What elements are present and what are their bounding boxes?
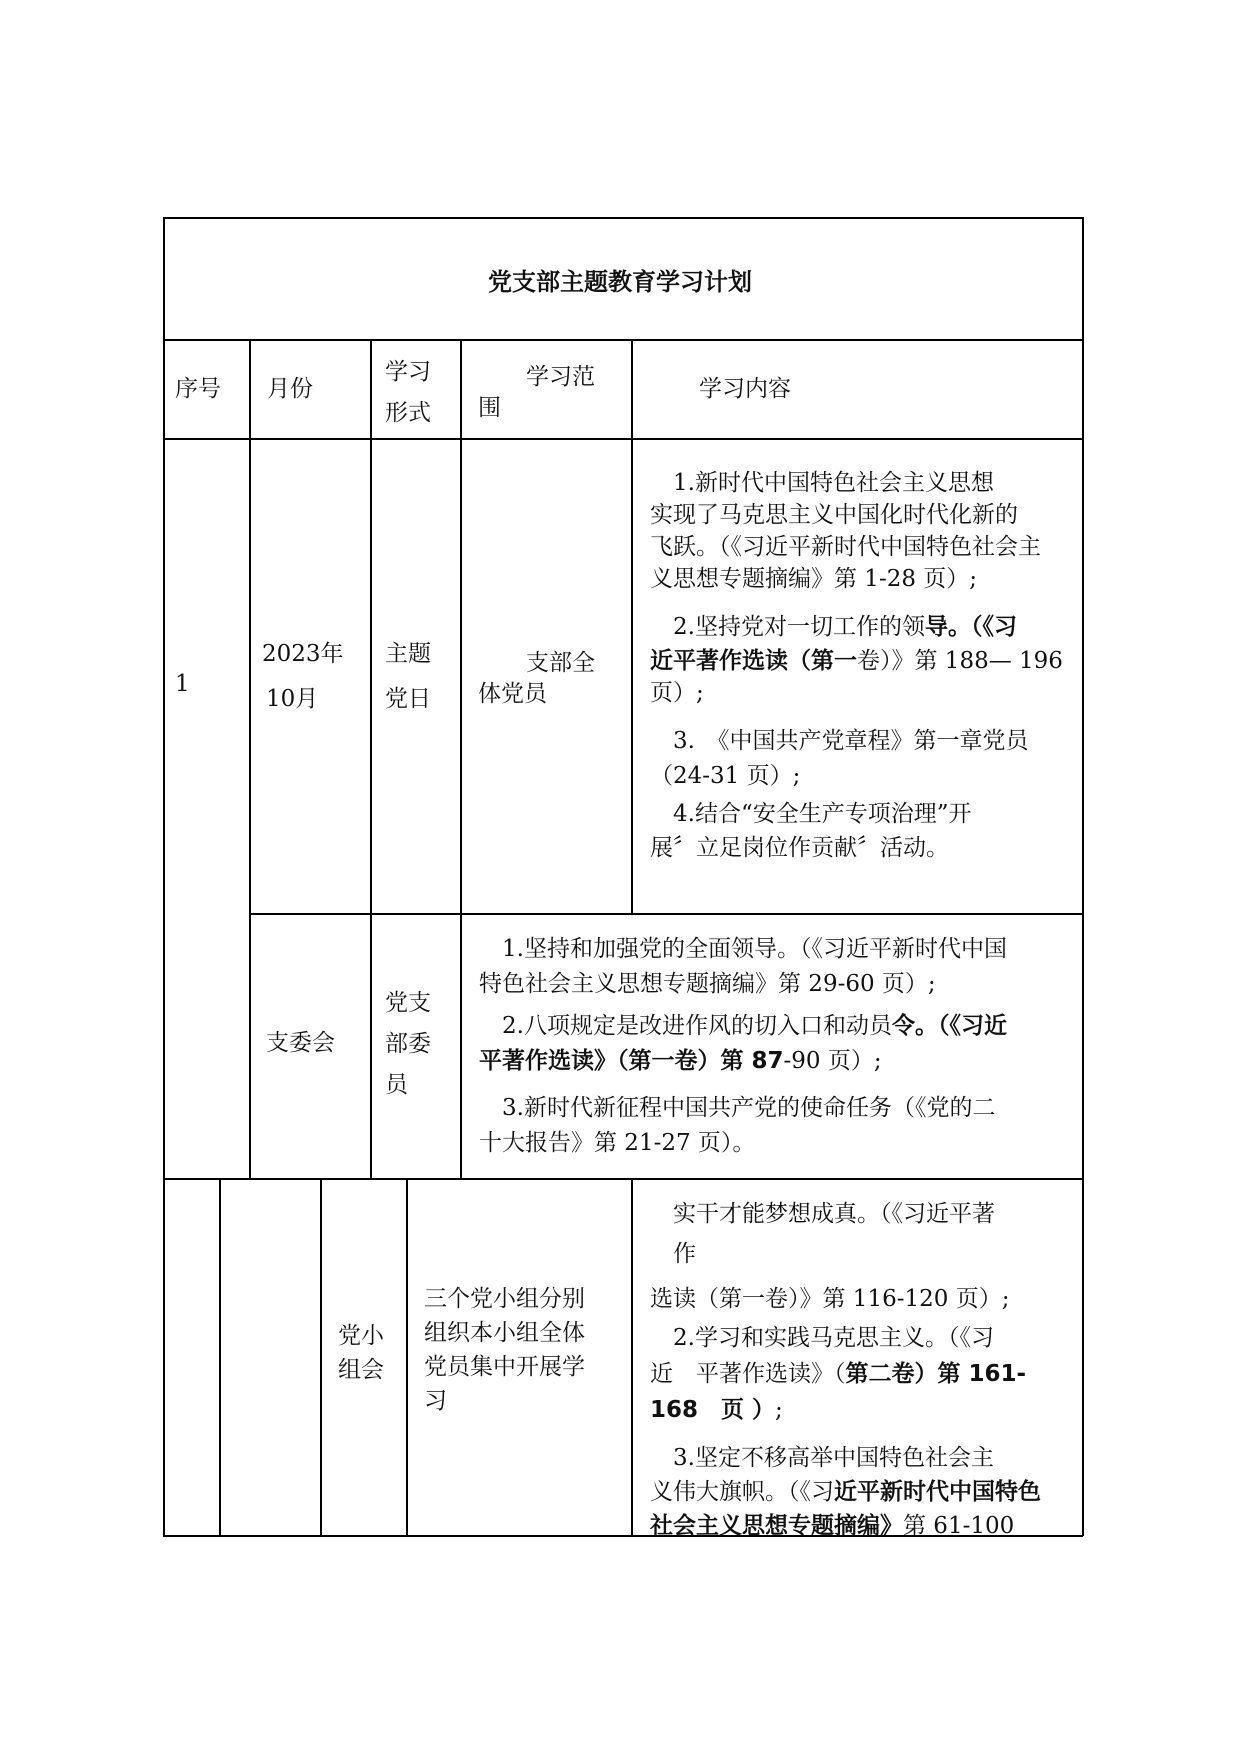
content-line <box>650 1440 994 1477</box>
row3-name-line1: 党小 <box>338 1323 384 1349</box>
content-line <box>650 1356 1026 1393</box>
content-line <box>650 723 1028 760</box>
row1-form-line2: 党日 <box>385 686 431 712</box>
content-line <box>650 1196 995 1233</box>
header-form-line2: 形式 <box>385 400 431 426</box>
col-line-r3-c <box>406 1178 408 1536</box>
content-line <box>650 1392 783 1429</box>
content-span: 页）; <box>650 680 704 706</box>
content-span: 第 61-100 <box>903 1513 1015 1539</box>
content-span: 卷）》第 188— 196 <box>857 648 1063 674</box>
table-border-row2-bottom <box>163 1178 1083 1180</box>
content-bold-span: 导。（《习 <box>924 614 1017 640</box>
row3-scope-line2: 组织本小组全体 <box>424 1320 585 1346</box>
table-border-top <box>163 217 1083 219</box>
table-border-header-bottom <box>163 438 1083 440</box>
content-span: 2.八项规定是改进作风的切入口和动员 <box>479 1013 892 1039</box>
col-line-r3-b <box>320 1178 322 1536</box>
content-span: 选读（第一卷）》第 116-120 页）; <box>650 1286 1010 1312</box>
row3-scope-line1: 三个党小组分别 <box>424 1286 585 1312</box>
col-line-seq <box>249 339 251 1179</box>
row1-form-line1: 主题 <box>385 641 431 667</box>
content-line <box>650 1281 1009 1318</box>
content-line <box>650 796 971 833</box>
content-line <box>650 643 1063 680</box>
col-line-scope <box>631 339 633 914</box>
content-span: 特色社会主义思想专题摘编》第 29-60 页）; <box>479 971 936 997</box>
content-line <box>479 1008 1007 1045</box>
content-span: 1.新时代中国特色社会主义思想 <box>650 470 994 496</box>
content-span: （24-31 页）; <box>650 763 801 789</box>
row1-month-line1: 2023年 <box>262 641 344 667</box>
content-span: 1.坚持和加强党的全面领导。（《习近平新时代中国 <box>479 936 1007 962</box>
table-border-left <box>163 217 165 1536</box>
content-bold-span: 近平新时代中国特色 <box>834 1479 1041 1505</box>
header-form-line1: 学习 <box>385 359 431 385</box>
header-month: 月份 <box>267 376 313 402</box>
table-border-right <box>1082 217 1084 1536</box>
content-line <box>650 1474 1041 1511</box>
content-bold-span: 168 页 ） <box>650 1397 776 1423</box>
content-bold-span: 社会主义思想专题摘编》 <box>650 1513 903 1539</box>
content-span: 义思想专题摘编》第 1-28 页）; <box>650 566 978 592</box>
table-border-row1-bottom <box>249 913 1083 915</box>
col-line-r3-a <box>219 1178 221 1536</box>
row3-scope-line4: 习 <box>424 1388 447 1414</box>
row2-scope-line3: 员 <box>385 1072 408 1098</box>
content-span: 3.新时代新征程中国共产党的使命任务（《党的二 <box>479 1095 996 1121</box>
content-span: ; <box>775 1397 783 1423</box>
content-line <box>650 561 977 598</box>
content-bold-span: 令。（《习近 <box>891 1013 1007 1039</box>
row2-scope-line2: 部委 <box>385 1031 431 1057</box>
row2-scope-line1: 党支 <box>385 990 431 1016</box>
row2-name: 支委会 <box>266 1030 335 1056</box>
content-span: 作 <box>650 1241 696 1267</box>
content-span: 3.坚定不移高举中国特色社会主 <box>650 1445 994 1471</box>
content-span: 3. 《中国共产党章程》第一章党员 <box>650 728 1029 754</box>
row1-month-line2: 10月 <box>266 686 319 712</box>
content-line <box>479 1125 755 1162</box>
header-scope-line2: 围 <box>478 395 501 421</box>
row3-name-line2: 组会 <box>338 1357 384 1383</box>
row3-scope-line3: 党员集中开展学 <box>424 1354 585 1380</box>
content-span: 实现了马克思主义中国化时代化新的 <box>650 502 1018 528</box>
col-line-form <box>460 339 462 1179</box>
content-bold-span: 第二卷）第 161- <box>845 1361 1027 1387</box>
page-title: 党支部主题教育学习计划 <box>488 268 752 296</box>
header-seq: 序号 <box>175 376 221 402</box>
content-line <box>479 931 1007 968</box>
content-bold-span: 近平著作选读（第一 <box>650 648 857 674</box>
content-span: 十大报告》第 21-27 页）。 <box>479 1130 756 1156</box>
header-content: 学习内容 <box>699 376 791 402</box>
content-line <box>650 609 1017 646</box>
content-line <box>650 758 800 795</box>
content-line <box>650 830 949 867</box>
content-span: 2.坚持党对一切工作的领 <box>650 614 925 640</box>
content-line <box>650 1320 994 1357</box>
row1-scope-line2: 体党员 <box>478 681 547 707</box>
content-line <box>650 1236 696 1273</box>
content-bold-span: 平著作选读》（第一卷）第 87 <box>479 1048 784 1074</box>
header-scope-line1: 学习范 <box>526 364 595 390</box>
content-line <box>479 1090 995 1127</box>
content-span: 义伟大旗帜。（《习 <box>650 1479 834 1505</box>
content-span: 飞跃。（《习近平新时代中国特色社会主 <box>650 534 1041 560</box>
table-border-header-top <box>163 339 1083 341</box>
content-line <box>479 1043 882 1080</box>
row1-scope-line1: 支部全 <box>526 650 595 676</box>
content-span: -90 页）; <box>783 1048 882 1074</box>
row1-seq: 1 <box>175 671 190 697</box>
content-span: 实干才能梦想成真。（《习近平著 <box>650 1201 995 1227</box>
col-line-month <box>370 339 372 1179</box>
content-line <box>650 1508 1014 1545</box>
content-span: 2.学习和实践马克思主义。（《习 <box>650 1325 994 1351</box>
col-line-r3-d <box>631 1178 633 1536</box>
content-span: 展〞立足岗位作贡献〞活动。 <box>650 835 949 861</box>
content-line <box>650 675 704 712</box>
content-span: 近 平著作选读》（ <box>650 1361 846 1387</box>
content-span: 4.结合“安全生产专项治理”开 <box>650 801 972 827</box>
content-line <box>479 966 936 1003</box>
